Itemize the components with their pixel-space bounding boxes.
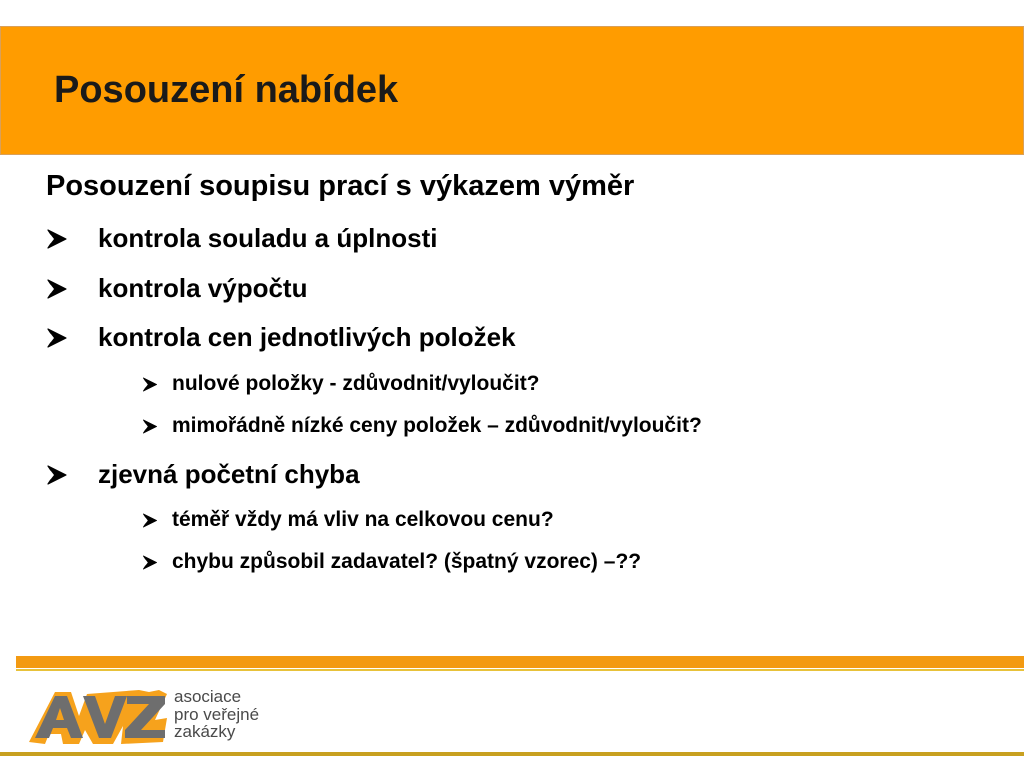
- footer-bottom-line: [0, 752, 1024, 756]
- bullet-text: zjevná početní chyba: [98, 459, 360, 489]
- bullet-item: [46, 459, 360, 490]
- arrow-bullet-icon: [142, 377, 172, 392]
- bullet-item: [46, 322, 516, 353]
- sub-bullet-text: nulové položky - zdůvodnit/vyloučit?: [172, 372, 540, 395]
- sub-bullet-text: téměř vždy má vliv na celkovou cenu?: [172, 508, 554, 531]
- page-title: Posouzení nabídek: [54, 69, 399, 111]
- arrow-bullet-icon: [142, 555, 172, 570]
- sub-bullet-item: [142, 550, 641, 574]
- bullet-text: kontrola cen jednotlivých položek: [98, 322, 516, 352]
- bullet-text: kontrola výpočtu: [98, 273, 308, 303]
- footer-accent-line: [16, 669, 1024, 671]
- title-banner: [0, 26, 1024, 155]
- arrow-bullet-icon: [46, 229, 98, 249]
- sub-bullet-text: mimořádně nízké ceny položek – zdůvodnit/vyloučit?: [172, 414, 702, 437]
- logo-wordmark: [174, 688, 259, 741]
- logo-line: zakázky: [174, 722, 236, 741]
- sub-bullet-item: [142, 372, 540, 396]
- footer-accent-bar: [16, 656, 1024, 668]
- arrow-bullet-icon: [142, 513, 172, 528]
- arrow-bullet-icon: [46, 465, 98, 485]
- arrow-bullet-icon: [142, 419, 172, 434]
- arrow-bullet-icon: [46, 279, 98, 299]
- logo-line: pro veřejné: [174, 704, 260, 724]
- bullet-item: [46, 273, 307, 304]
- arrow-bullet-icon: [46, 328, 98, 348]
- sub-bullet-item: [142, 508, 554, 532]
- sub-bullet-text: chybu způsobil zadavatel? (špatný vzorec) –??: [172, 550, 642, 573]
- section-heading: Posouzení soupisu prací s výkazem výměr: [46, 170, 635, 202]
- bullet-item: [46, 223, 437, 254]
- logo-line: asociace: [174, 687, 242, 706]
- bullet-text: kontrola souladu a úplnosti: [98, 223, 438, 253]
- sub-bullet-item: [142, 414, 702, 438]
